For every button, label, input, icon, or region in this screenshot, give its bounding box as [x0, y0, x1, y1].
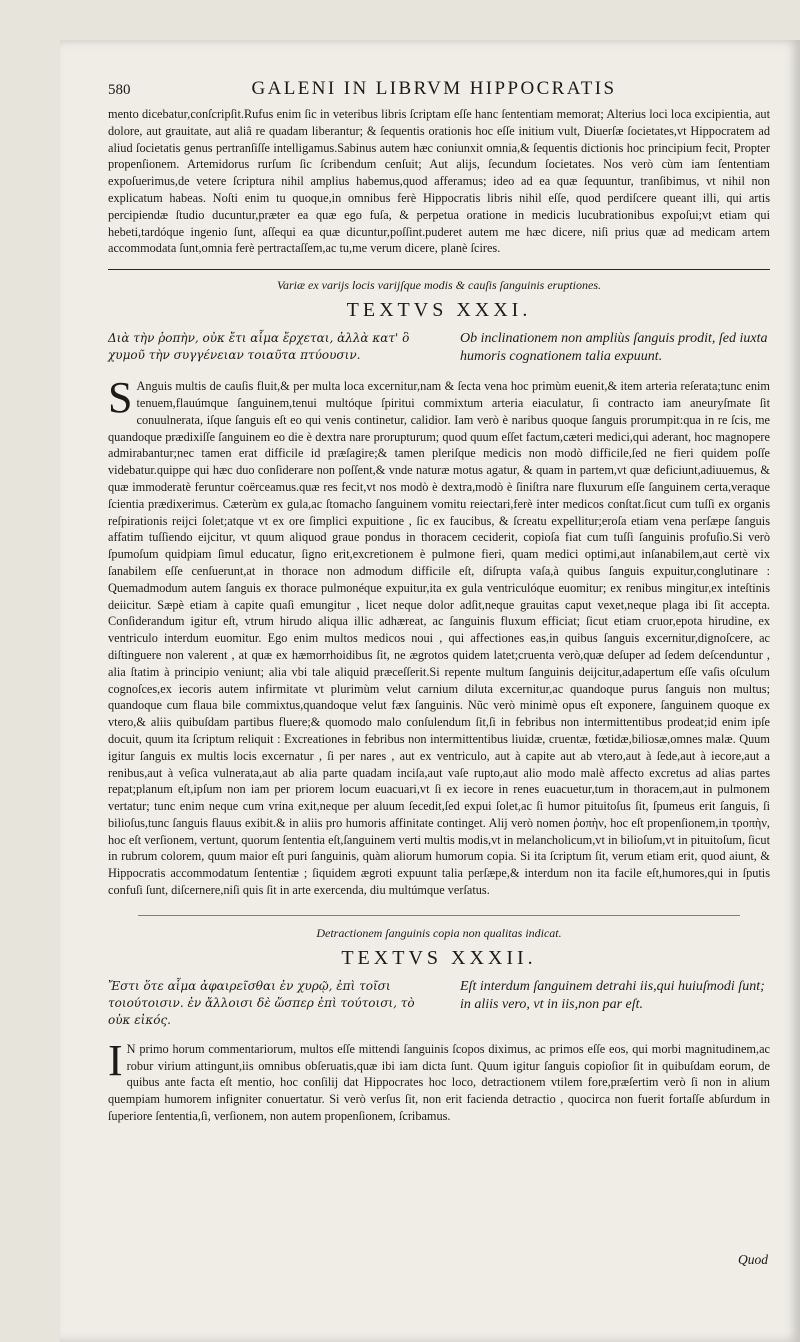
- page-number: 580: [108, 82, 131, 98]
- catchword: Quod: [738, 1252, 768, 1267]
- section-divider: [138, 915, 740, 916]
- intro-paragraph: mento dicebatur,conſcripſit.Rufus enim ſic in veteribus libris ſcriptam eſſe hanc ſententiam memorat; Alterius loci loca excipientia, aut dolore, aut grauitate, aut aliâ re quadam liberantur; & ſequentis orationis hoc eſſe initium vult, Diuerſæ ſocietates,vt Hippocratem ad aliud ſocietatis genus pertranſiſſe intelligamus.Sabinus autem hæc coniunxit omnia,& ſequentis dictionis hoc principium fecit, Propter propenſionem. Artemidorus rurſum ſic ſcribendum cenſuit; Aut alijs, ſecundum ſocietates. Nos verò cùm iam ſententiam expoſuerimus,de vetere ſcriptura nihil amplius habemus,quod afferamus; ideo ad ea quæ ſequuntur, tranſibimus, vt nihil non explicatum habeas. Noſti enim tu quoque,in omnibus ferè Hippocratis libris nihil eſſe, quod perdiſcere queant illi, qui artis percipiendæ ſtudio ducuntur,præter ea quæ ego fuſa, & perpetua oratione in medicis lucubrationibus expoſui;vt etiam qui hebeti,tardóque ingenio ſunt, aſſequi ea quæ dicuntur,poſſint.puderet autem me hæc dicere, niſi prius quæ ad medicam artem accommodata ſunt,omnia ferè pertractaſſem,ac tu,me verum dicere, planè ſcires.: [108, 107, 770, 256]
- spacer: [108, 899, 770, 909]
- greek-text: Ἔστι ὅτε αἷμα ἀφαιρεῖσθαι ἐν χυρῷ, ἐπὶ τοῖσι τοιούτοισιν. ἐν ἄλλοισι δὲ ὥσπερ ἐπὶ τούτοισι, τὸ οὐκ εἰκός.: [108, 978, 415, 1027]
- commentary-text: N primo horum commentariorum, multos eſſe mittendi ſanguinis ſcopos diximus, ac primos eſſe eos, qui morbi magnitudinem,ac robur virium attingunt,iis omnibus obſeruatis,quæ ibi iam dicta ſunt. Quum igitur ſanguis copioſior ſit in quibuſdam eorum, de quibus ante facta eſt mentio, hoc conſilij dat Hippocrates hoc loco, detractionem vtilem fore,præſertim verò ſi non in alium quempiam humorem infigniter conuertatur. Si verò verſus ſit, non erit facienda detractio , quocirca non fuerit fortaſſe abſurdum in ſuperiore ſententia,ſi, verſionem, non autem propenſionem, ſcribamus.: [108, 1041, 770, 1124]
- running-head: [108, 78, 770, 106]
- section-caption: Variæ ex varijs locis varijſque modis & cauſis ſanguinis eruptiones.: [277, 278, 601, 293]
- running-title: GALENI IN LIBRVM HIPPOCRATIS: [251, 78, 617, 99]
- commentary-paragraph: [108, 373, 770, 899]
- drop-cap: I: [108, 1035, 123, 1085]
- section-divider: [108, 269, 770, 270]
- textus-heading: TEXTVS XXXII.: [341, 946, 537, 969]
- latin-lemma: Eſt interdum ſanguinem detrahi iis,qui huiuſmodi ſunt; in aliis vero, vt in iis,non par eſt.: [460, 978, 765, 1012]
- greek-text: Διὰ τὴν ῥοπὴν, οὐκ ἔτι αἷμα ἔρχεται, ἀλλὰ κατ' ὃ χυμοῦ τὴν συγγένειαν τοιαῦτα πτύουσιν.: [108, 331, 410, 363]
- commentary-text: Anguis multis de cauſis fluit,& per multa loca excernitur,nam & ſecta vena hoc primùm euenit,& item arteria reſerata;tunc enim tenuem,flauúmque ſanguinem,tenui multóque ſpiritui commixtum arteria eiaculatur, ſi contracto iam aneuryſmate ſit conuulnerata, iſque ſanguis eſt eo qui venis continetur, calidior. Iam verò è naribus quoque ſanguis prorumpit:qua in re ſcis, me quandoque prædixiſſe ſanguinem eo die è dextra nare prorupturum; quod quum eſſet factum,cæteri medici,qui aderant, hoc magnopere admirabantur;nec tamen erat difficile id præſagire;& tamen pleriſque medicis non modò difficile,ſed ne fieri quidem poſſe videbatur.quippe qui hæc duo conſiderare non poſſent,& vnde naturæ motus agatur, & quam in partem,vt quæ deficiunt,adiuuemus, & quæ immoderatè feruntur coërceamus.quæ res fecit,vt nos modò è dextra,modò è ſiniſtra nare fluxurum eſſe ſanguinem certa,veraque ſcientia prædixerimus. Cæterùm ex gula,ac ſtomacho ſanguinem vomitu reiectari,ferè inter medicos conſtat.ſicut cum tuſſi ex organis reſpirationis reijci ſolet;atque vt ex ore ſimplici expuitione , ſic ex faucibus, & ſcreatu expellitur;eroſa etiam vena perſæpe ſanguis affatim tuſſiendo eijcitur, vt quum aliquod graue pondus in thoracem ceciderit, copioſa fiat cum tuſſi ſanguinis profuſio.Si verò ſpumoſum quidpiam ſimul educatur, ſigno erit,excretionem è pulmone fieri, quam medici optimi,aut inſanabilem,aut certè vix ſanabilem eſſe cenſuerunt,at in thorace non admodum difficile eſt, diſrupta vaſa,à quibus ſanguis expuitur,conglutinare : Quemadmodum autem ſanguis ex thorace pulmonéque expuitur,ita ex gula ventriculóque euomitur; ex renibus mingitur,ex inteſtinis deiicitur. Sæpè etiam à capite quaſi emungitur , licet neque dolor adſit,neque grauitas caput vexet,neque plaga ibi ſit accepta. Conſiderandum igitur eſt, vtrum hirudo aliqua illic adhæreat, ac ſanguinis fluxum efficiat; ſicut etiam cruor,epota hirudine, ex ventriculo interdum euomitur. Ego enim multos medicos noui , qui affectiones eas,in quibus ſanguis excernitur,dignoſcere, ac diſtinguere non valerent , at quæ ex hæmorrhoidibus ſit, ne ægrotos quidem latet;cruenta verò,quæ deſuper ad ſedem deſcenduntur , alia ſtatim à principio veniunt; alia vbi tale aliquid præceſſerit.Si repente multum ſanguinis deijcitur,adapertum eſſe vaſis oſculum cognoſces,ex iecoris autem infirmitate vt plurimùm velut carnium diluta excernitur,ac quandoque purus ſanguis non multus; quandoque cum flaua bile commixtus,quandoque velut fæx ſanguinis. Nũc verò minimè opus eſt exponere, ſanguinem quoque ex vtero,& aliis quibuſdam partibus fluere;& quomodo malo conſulendum ſit,ſi in febribus non intermittentibus prodeat;id enim ipſe docuit, quum ita ſcriptum reliquit : Excreationes in febribus non intermittentibus liuidæ, cruentæ, fœtidæ,biliosæ,omnes malæ. Quum igitur ſanguis ex multis locis excernatur , ſi per nares , aut ex ventriculo, aut à capite aut ab vtero,aut à ſede,aut à iecore,aut a renibus,aut à veſica vulnerata,aut ab alia parte quadam inciſa,aut vaſe rupto,aut alio modo malè affecto excretus ad alias partes repat;planum eſt,ipſum non iam per priorem locum euacuari,vt ſi ex iecore in renes euacuetur,tum in thoracem,aut in pulmonem vertatur; tunc enim neque cum vrina exit,neque per aluum ſecedit,ſed expui ſolet,ac ſi humor pituitoſus ſit, ſpumeus erit ſanguis, ſi bilioſus,tunc ſanguis flauus exibit.& in aliis pro humoris affinitate continget. Alij verò nomen ῥοπὴν, hoc eſt propenſionem,in τροπὴν, hoc eſt verſionem, vertunt, quorum ſententia eſt,ſanguinem verti multis modis,vt in melancholicum,vt in bilioſum,vt in pituitoſum, ſicut in rubrum colorem, quum maior eſt puri ſanguinis, quàm aliorum humorum copia. Si ita ſcriptum ſit, verum etiam erit, quod aiunt, & Hippocratis accommodatum ſententiæ ; ſiquidem ægroti expuunt talia perſæpe,& interdum non ita facile eſt,humores,qui in ſputis confuſi ſunt, diſcernere,niſi quis ſit in arte exercenda, diu multúmque verſatus.: [108, 379, 770, 898]
- latin-lemma: Ob inclinationem non ampliùs ſanguis prodit, ſed iuxta humoris cognationem talia expuunt.: [460, 331, 768, 365]
- text-block: [108, 78, 770, 1125]
- aphorism-text: [108, 330, 770, 366]
- drop-cap: S: [108, 373, 133, 423]
- aphorism-text: [108, 978, 770, 1029]
- section-caption: Detractionem ſanguinis copia non qualitas indicat.: [316, 925, 562, 940]
- commentary-paragraph: [108, 1035, 770, 1125]
- textus-heading: TEXTVS XXXI.: [346, 299, 532, 322]
